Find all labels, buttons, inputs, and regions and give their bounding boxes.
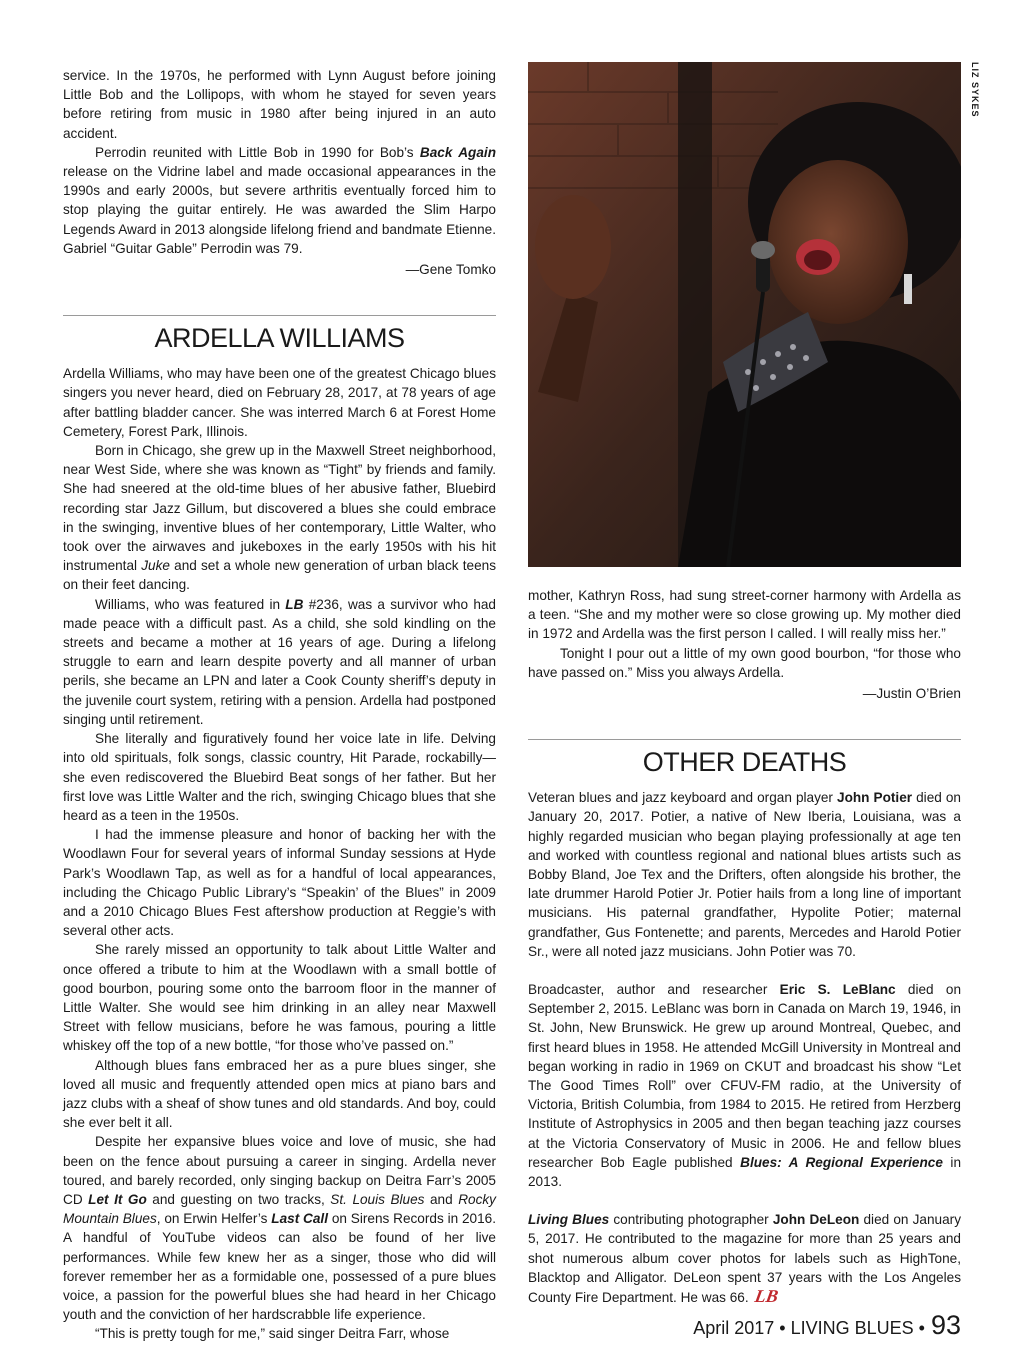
williams-paragraph: mother, Kathryn Ross, had sung street-corner harmony with Ardella as a teen. “She and my mother were so close growing up. My mother died in 1972 and Ardella was the first person I called. I will really miss her.” [528, 588, 961, 642]
section-divider [63, 315, 496, 316]
book-title: Blues: A Regional Experience [740, 1154, 943, 1170]
album-title: Last Call [271, 1211, 328, 1227]
williams-paragraph: Ardella Williams, who may have been one of the greatest Chicago blues singers you never heard, died on February 28, 2017, at 78 years of age after battling bladder cancer. She was interred March 6 at Forest Home Cemetery, Forest Park, Illinois. [63, 366, 496, 439]
williams-paragraph: Tonight I pour out a little of my own good bourbon, “for those who have passed on.” Miss you always Ardella. [528, 645, 961, 680]
perrodin-paragraph: service. In the 1970s, he performed with Lynn August before joining Little Bob and the Lollipops, with whom he stayed for seven years before retiring from music in 1980 after being injured in an auto accident. [63, 68, 496, 141]
person-name: John Potier [837, 790, 913, 806]
issue-line: April 2017 • LIVING BLUES • [693, 1318, 925, 1338]
magazine-title: Living Blues [528, 1212, 610, 1228]
living-blues-end-logo: LB [752, 1286, 780, 1307]
williams-paragraph: Born in Chicago, she grew up in the Maxwell Street neighborhood, near West Side, where she was known as “Tight” by friends and family. She had sneered at the old-time blues of her abusive father, Bluebird recording star Jazz Gillum, but discovered a blues she could embrace in the swinging, inventive blues of her contemporary, Little Walter, who took over the airwaves and jukeboxes in the early 1950s with his hit instrumental Juke and set a whole new generation of urban black teens on their feet dancing. [63, 443, 496, 593]
person-name: Eric S. LeBlanc [779, 982, 896, 998]
perrodin-paragraph: Perrodin reunited with Little Bob in 1990 for Bob’s Back Again release on the Vidrine label and made occasional appearances in the 1990s and early 2000s, but severe arthritis eventually forced him to stop playing the guitar entirely. He was awarded the Slim Harpo Legends Award in 2013 alongside lifelong friend and bandmate Etienne. Gabriel “Guitar Gable” Perrodin was 79. [63, 144, 496, 256]
williams-paragraph: I had the immense pleasure and honor of backing her with the Woodlawn Four for several years of informal Sunday sessions at Hyde Park’s Woodlawn Tap, as well as for a handful of local appearances, including the Chicago Public Library’s “Speakin’ of the Blues” in 2009 and a 2010 Chicago Blues Fest aftershow production at Reggie’s with several other acts. [63, 827, 496, 939]
williams-paragraph: She literally and figuratively found her voice late in life. Delving into old spirituals, folk songs, classic country, Hit Parade, rockabilly—she even rediscovered the Bluebird Beat songs of her father. But her first love was Little Walter and the rich, swinging Chicago blues that she heard as a teen in the 1950s. [63, 731, 496, 823]
williams-paragraph: “This is pretty tough for me,” said singer Deitra Farr, whose [95, 1326, 450, 1342]
singer-photo [528, 62, 961, 567]
page-footer [693, 1310, 961, 1341]
track-title: Rocky Mountain Blues [63, 1191, 496, 1227]
perrodin-signature: —Gene Tomko [405, 262, 496, 278]
section-divider [528, 739, 961, 740]
album-title: Back Again [419, 144, 496, 160]
williams-paragraph: She rarely missed an opportunity to talk about Little Walter and once offered a tribute to him at the Woodlawn with a small bottle of good bourbon, pouring some onto the barroom floor in the manner of Little Walter. She would see him drinking in an alley near Maxwell Street with fellow musicians, before he was famous, pouring a little whiskey off the top of a new bottle, “for those who’ve passed on.” [63, 942, 496, 1054]
obituary-leblanc: Broadcaster, author and researcher Eric S. LeBlanc died on September 2, 2015. LeBlanc was born in Canada on March 19, 1946, in St. John, New Brunswick. He grew up around Montreal, Quebec, and first heard blues in 1958. He attended McGill University in Montreal and began working in radio in 1969 on CKUT and broadcast his show “Let The Good Times Roll” over CFUV-FM radio, at the University of Victoria, British Columbia, from 1984 to 2015. He retired from Herzberg Institute of Astrophysics in 2005 and then began teaching jazz courses at the Victoria Conservatory of Music in 2006. He and fellow blues researcher Bob Eagle published Blues: A Regional Experience in 2013. [528, 982, 961, 1190]
cd-title: Let It Go [88, 1191, 147, 1207]
williams-paragraph: Williams, who was featured in LB #236, was a survivor who had made peace with a difficult past. As a child, she sold kindling on the streets and became a mother at 16 years of age. During a lifelong struggle to earn and learn despite poverty and all manner of urban perils, she became an LPN and later a Cook County sheriff’s deputy in the juvenile court system, retiring with a pension. Ardella had postponed singing until retirement. [63, 596, 496, 727]
left-column [63, 66, 496, 1344]
williams-paragraph: Despite her expansive blues voice and love of music, she had been on the fence about pursuing a career in singing. Ardella never toured, and barely recorded, only singing backup on Deitra Farr’s 2005 CD Let It Go and guesting on two tracks, St. Louis Blues and Rocky Mountain Blues, on Erwin Helfer’s Last Call on Sirens Records in 2016. A handful of YouTube videos can also be found of her live performances. While few knew her as a singer, those who did will forever remember her as a formidable one, possessed of a pure blues voice, a passion for the powerful blues she had heard in her Chicago youth and the conviction of her hardscrabble life experience. [63, 1134, 496, 1323]
photo-credit: LIZ SYKES [970, 62, 980, 118]
section-heading-other-deaths: OTHER DEATHS [642, 747, 847, 778]
track-title: St. Louis Blues [330, 1191, 425, 1207]
page-number: 93 [930, 1310, 961, 1340]
song-title: Juke [141, 558, 170, 574]
right-column [528, 586, 961, 1307]
williams-paragraph: Although blues fans embraced her as a pure blues singer, she loved all music and frequently attended open mics at piano bars and jazz clubs with a sheaf of show tunes and old standards. And boy, could she ever belt it all. [63, 1057, 496, 1131]
obituary-deleon: Living Blues contributing photographer John DeLeon died on January 5, 2017. He contributed to the magazine for more than 25 years and shot numerous album cover photos for labels such as HighTone, Blacktop and Alligator. DeLeon spent 37 years with the Los Angeles County Fire Department. He was 66. LB [528, 1212, 961, 1307]
person-name: John DeLeon [772, 1212, 860, 1228]
section-heading-ardella-williams: ARDELLA WILLIAMS [154, 323, 405, 354]
williams-signature: —Justin O’Brien [862, 686, 961, 702]
magazine-abbrev: LB [285, 596, 304, 612]
obituary-potier: Veteran blues and jazz keyboard and organ player John Potier died on January 20, 2017. Potier, a native of New Iberia, Louisiana, was a highly regarded musician who began playing professionally at age ten and worked with countless regional and national blues artists such as Bobby Bland, Joe Tex and the Drifters, often alongside his brother, the late drummer Harold Potier Jr. Potier hails from a long line of important musicians. His paternal grandfather, Hypolite Potier; maternal grandfather, Gus Fontenette; and parents, Mercedes and Harold Potier Sr., were all noted jazz musicians. John Potier was 70. [528, 790, 961, 959]
